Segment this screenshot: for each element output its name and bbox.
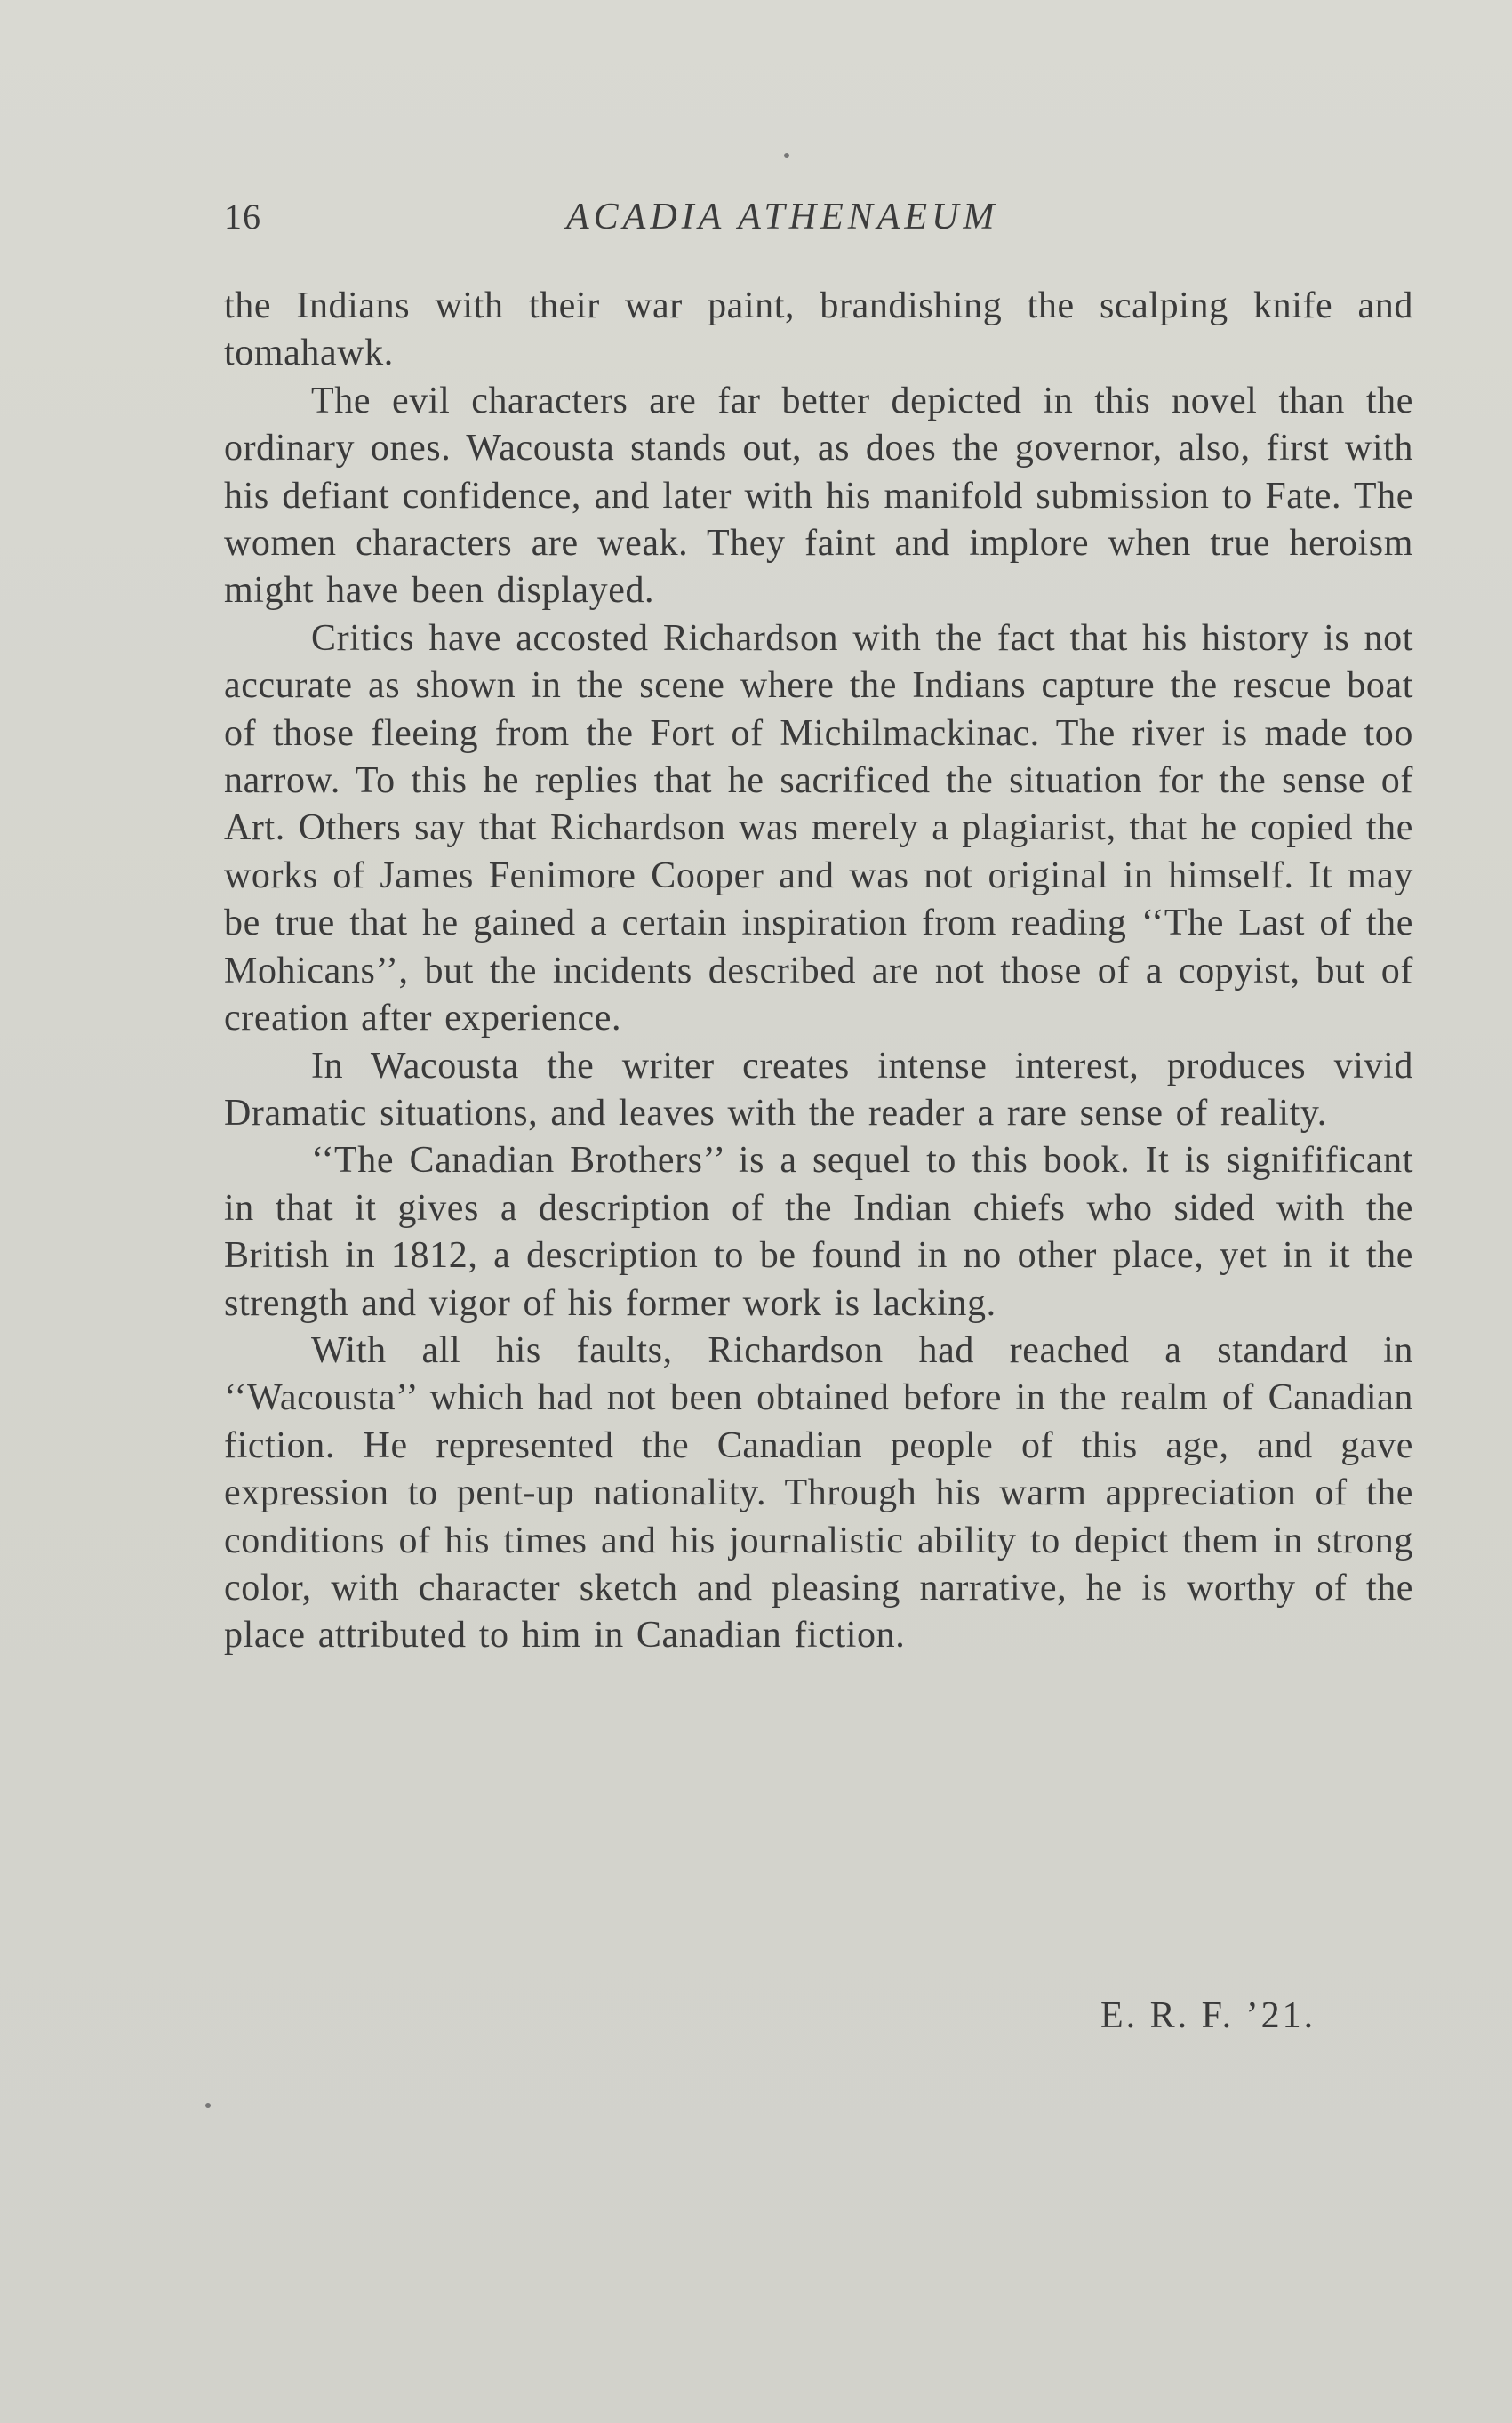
paragraph: In Wacousta the writer creates intense interest, produces vivid Dramatic situations, and leaves with the reader a rare sense of reality. — [224, 1045, 1413, 1134]
page-header — [224, 196, 1415, 249]
page-number: 16 — [224, 197, 261, 237]
paragraph: With all his faults, Richardson had reached a standard in ‘‘Wacousta’’ which had not been obtained before in the realm of Canadian fiction. He represented the Canadian people of this age, and gave expression to pent-up nationality. Through his warm appreciation of the conditions of his times and his journalistic ability to depict them in strong color, with character sketch and pleasing narrative, he is worthy of the place attributed to him in Canadian fiction. — [224, 1329, 1413, 1657]
paragraph: ‘‘The Canadian Brothers’’ is a sequel to this book. It is signifificant in that it gives a description of the Indian chiefs who sided with the British in 1812, a description to be found in no other place, yet in it the strength and vigor of his former work is lacking. — [224, 1140, 1413, 1324]
paragraph: The evil characters are far better depicted in this novel than the ordinary ones. Wacousta stands out, as does the governor, also, first with his defiant confidence, and later with his manifold submission to Fate. The women characters are weak. They faint and implore when true heroism might have been displayed. — [224, 380, 1413, 612]
ink-speck — [784, 153, 789, 158]
running-title: ACADIA ATHENAEUM — [566, 197, 999, 237]
author-signature: E. R. F. ’21. — [1100, 1995, 1316, 2036]
paragraph: Critics have accosted Richardson with the fact that his history is not accurate as shown in the scene where the Indians capture the rescue boat of those fleeing from the Fort of Michilmackinac. The river is made too narrow. To this he replies that he sacrificed the situation for the sense of Art. Others say that Richardson was merely a plagiarist, that he copied the works of James Fenimore Cooper and was not original in himself. It may be true that he gained a certain inspiration from reading ‘‘The Last of the Mohicans’’, but the incidents described are not those of a copyist, but of creation after experience. — [224, 617, 1413, 1039]
ink-speck — [205, 2103, 211, 2108]
paragraph-continuation: the Indians with their war paint, brandishing the scalping knife and tomahawk. — [224, 285, 1413, 374]
article-body — [224, 283, 1413, 1660]
